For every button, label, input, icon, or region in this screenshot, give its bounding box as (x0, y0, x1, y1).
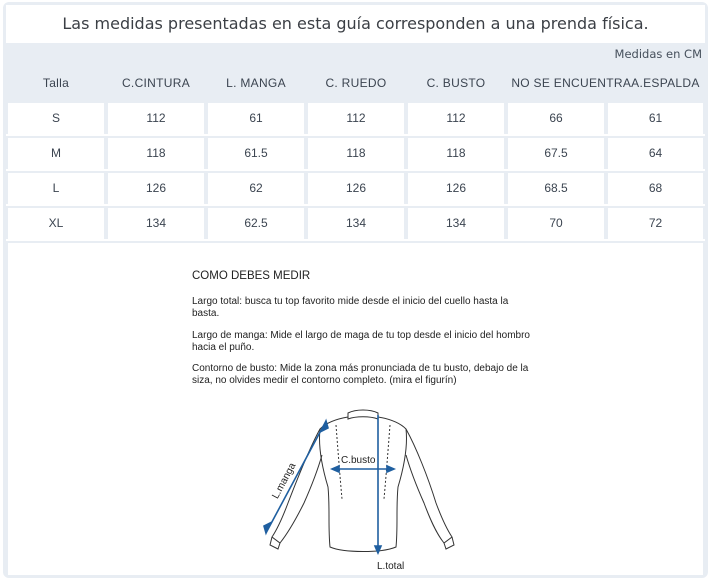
size-guide-panel (6, 5, 705, 575)
cell-manga: 62.5 (208, 208, 304, 239)
table-header (6, 65, 705, 101)
cell-cintura: 118 (108, 138, 204, 169)
cell-cintura: 134 (108, 208, 204, 239)
table-row (6, 206, 705, 239)
guide-largo-manga: Largo de manga: Mide el largo de maga de tu top desde el inicio del hombro hacia el puño. (192, 330, 530, 353)
cell-busto: 134 (408, 208, 504, 239)
cell-espalda: 68 (608, 173, 703, 204)
label-total: L.total (377, 561, 405, 572)
cell-no-se-encuentra: 70 (508, 208, 604, 239)
units-label: Medidas en CM (614, 47, 702, 61)
cell-talla: S (8, 103, 104, 134)
size-guide-frame (3, 2, 708, 578)
cell-ruedo: 134 (308, 208, 404, 239)
cell-manga: 62 (208, 173, 304, 204)
cell-manga: 61.5 (208, 138, 304, 169)
guide-heading: Las medidas presentadas en esta guía corresponden a una prenda física. (62, 14, 649, 33)
cell-talla: M (8, 138, 104, 169)
cell-no-se-encuentra: 66 (508, 103, 604, 134)
guide-title: COMO DEBES MEDIR (192, 270, 311, 282)
col-header-no-se-encuentra: NO SE ENCUENTRA (511, 76, 632, 90)
col-header-talla: Talla (42, 76, 70, 90)
cell-busto: 126 (408, 173, 504, 204)
table-row (6, 136, 705, 169)
cell-ruedo: 118 (308, 138, 404, 169)
cell-busto: 112 (408, 103, 504, 134)
cell-manga: 61 (208, 103, 304, 134)
measure-guide-panel (8, 243, 703, 575)
cell-talla: L (8, 173, 104, 204)
col-header-busto: C. BUSTO (426, 76, 486, 90)
col-header-manga: L. MANGA (226, 76, 286, 90)
label-busto: C.busto (341, 455, 376, 466)
cell-cintura: 126 (108, 173, 204, 204)
cell-talla: XL (8, 208, 104, 239)
cell-espalda: 61 (608, 103, 703, 134)
cell-busto: 118 (408, 138, 504, 169)
guide-contorno-busto: Contorno de busto: Mide la zona más pronunciada de tu busto, debajo de la siza, no olvides medir el contorno completo. (mira el figurín) (192, 363, 529, 386)
measure-guide (6, 241, 705, 575)
col-header-cintura: C.CINTURA (121, 76, 191, 90)
table-row (6, 101, 705, 134)
cell-cintura: 112 (108, 103, 204, 134)
cell-no-se-encuentra: 68.5 (508, 173, 604, 204)
cell-espalda: 64 (608, 138, 703, 169)
label-manga: L.manga (270, 461, 299, 501)
shirt-outline (270, 410, 454, 552)
cell-ruedo: 126 (308, 173, 404, 204)
col-header-espalda: A.ESPALDA (631, 76, 700, 90)
col-header-no-se-encuentra-espalda (506, 65, 705, 101)
cell-no-se-encuentra: 67.5 (508, 138, 604, 169)
guide-largo-total: Largo total: busca tu top favorito mide desde el inicio del cuello hasta la basta. (192, 296, 509, 319)
col-header-ruedo: C. RUEDO (325, 76, 387, 90)
cell-espalda: 72 (608, 208, 703, 239)
cell-ruedo: 112 (308, 103, 404, 134)
units-bar (6, 43, 705, 65)
garment-figure (244, 407, 474, 575)
table-row (6, 171, 705, 204)
